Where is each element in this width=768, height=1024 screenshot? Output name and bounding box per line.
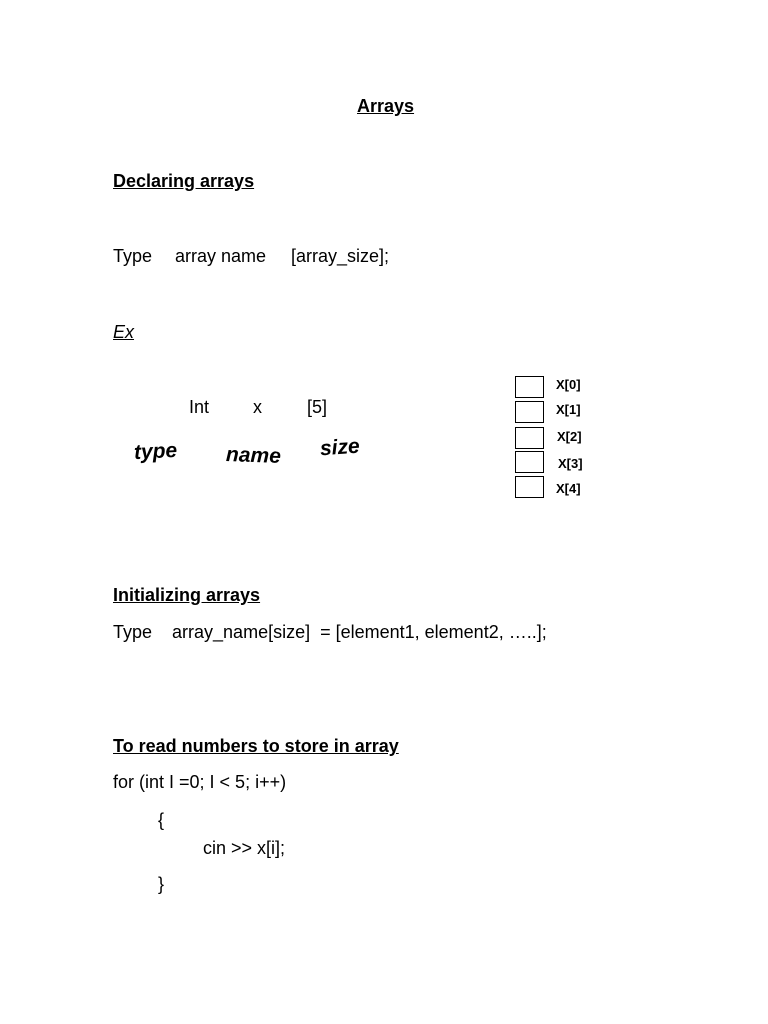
annotation-size: size [319, 434, 361, 461]
example-size: [5] [307, 397, 328, 417]
syntax-size: [array_size]; [291, 246, 390, 266]
example-type: Int [189, 397, 210, 417]
array-cell [515, 427, 544, 449]
code-line-for: for (int I =0; I < 5; i++) [113, 772, 287, 792]
initializing-syntax: Type array_name[size] = [element1, element2, …..]; [113, 622, 547, 642]
example-label: Ex [113, 322, 135, 342]
section-heading-reading: To read numbers to store in array [113, 736, 399, 756]
page-title: Arrays [357, 96, 415, 116]
array-cell-label: X[4] [556, 481, 581, 496]
array-cell-label: X[3] [558, 456, 583, 471]
section-heading-initializing: Initializing arrays [113, 585, 261, 605]
code-body: cin >> x[i]; [203, 838, 286, 858]
section-heading-declaring: Declaring arrays [113, 171, 255, 191]
annotation-name: name [225, 443, 282, 468]
array-cell [515, 401, 544, 423]
array-cell [515, 476, 544, 498]
array-cell [515, 376, 544, 398]
array-cell-label: X[1] [556, 402, 581, 417]
array-cell-label: X[2] [557, 429, 582, 444]
syntax-type: Type [113, 246, 153, 266]
array-cell [515, 451, 544, 473]
code-open-brace: { [158, 810, 165, 830]
code-close-brace: } [158, 874, 165, 894]
annotation-type: type [133, 438, 178, 465]
syntax-name: array name [175, 246, 267, 266]
example-name: x [253, 397, 262, 417]
array-cell-label: X[0] [556, 377, 581, 392]
